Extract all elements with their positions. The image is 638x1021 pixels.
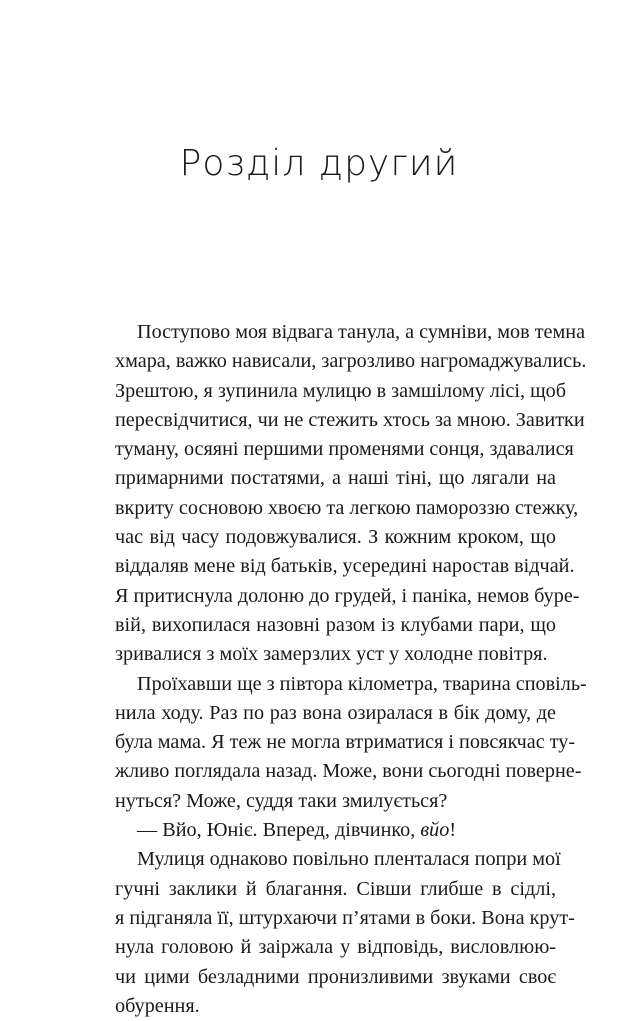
text-line: туману, осяяні першими променями сонця, здавалися (115, 438, 574, 461)
text-line: нила ходу. Раз по раз вона озиралася в бік дому, де (115, 701, 556, 724)
text-line: Зрештою, я зупинила мулицю в замшілому лісі, щоб (115, 379, 566, 402)
dialogue-punctuation: ! (449, 819, 457, 842)
text-line: зривалися з моїх замерзлих уст у холодне повітря. (115, 643, 548, 666)
text-line: нула головою й заіржала у відповідь, висловлюю- (115, 936, 556, 959)
text-line: жливо поглядала назад. Може, вони сьогодні поверне- (115, 760, 582, 783)
text-line: чи цими безладними пронизливими звуками своє (115, 965, 556, 988)
text-line: Поступово моя відвага танула, а сумніви, мов темна (137, 321, 586, 343)
text-line: була мама. Я теж не могла втриматися і повсякчас ту- (115, 731, 576, 754)
paragraph-3-dialogue (115, 816, 556, 845)
chapter-title: Розділ другий (179, 143, 459, 184)
chapter-body (115, 318, 587, 1021)
paragraph-4 (115, 845, 575, 1021)
dialogue-emphasis: вйо (420, 819, 450, 842)
paragraph-1 (115, 318, 587, 670)
text-line: Проїхавши ще з півтора кілометра, тварина сповіль- (137, 672, 587, 695)
text-line: час від часу подовжувалися. З кожним кроком, що (115, 526, 556, 549)
paragraph-2 (115, 670, 587, 816)
dialogue-line (115, 816, 556, 845)
text-line: обурення. (115, 994, 200, 1017)
text-line: я підганяла її, штурхаючи п’ятами в боки. Вона крут- (115, 906, 575, 929)
text-line: гучні заклики й благання. Сівши глибше в сідлі, (115, 877, 556, 900)
text-line: Мулиця однаково повільно плентaлася попри мої (137, 848, 561, 871)
text-line: віддаляв мене від батьків, усередині наростав відчай. (115, 555, 575, 578)
text-line: Я притиснула долоню до грудей, і паніка, немов бурe- (115, 584, 580, 607)
text-line: вкриту сосновою хвоєю та легкою памороззю стежку, (115, 496, 579, 519)
text-line: нуться? Може, суддя таки змилується? (115, 789, 448, 812)
dialogue-text: — Вйо, Юніє. Вперед, дівчинко, (137, 819, 421, 842)
text-line: примарними постатями, а наші тіні, що лягали на (115, 467, 556, 490)
text-line: пересвідчитися, чи не стежить хтось за мною. Завитки (115, 408, 585, 431)
text-line: хмара, важко нависали, загрозливо нагромаджувались. (115, 350, 587, 373)
text-line: вій, вихопилася назовні разом із клубами пари, що (115, 613, 556, 636)
